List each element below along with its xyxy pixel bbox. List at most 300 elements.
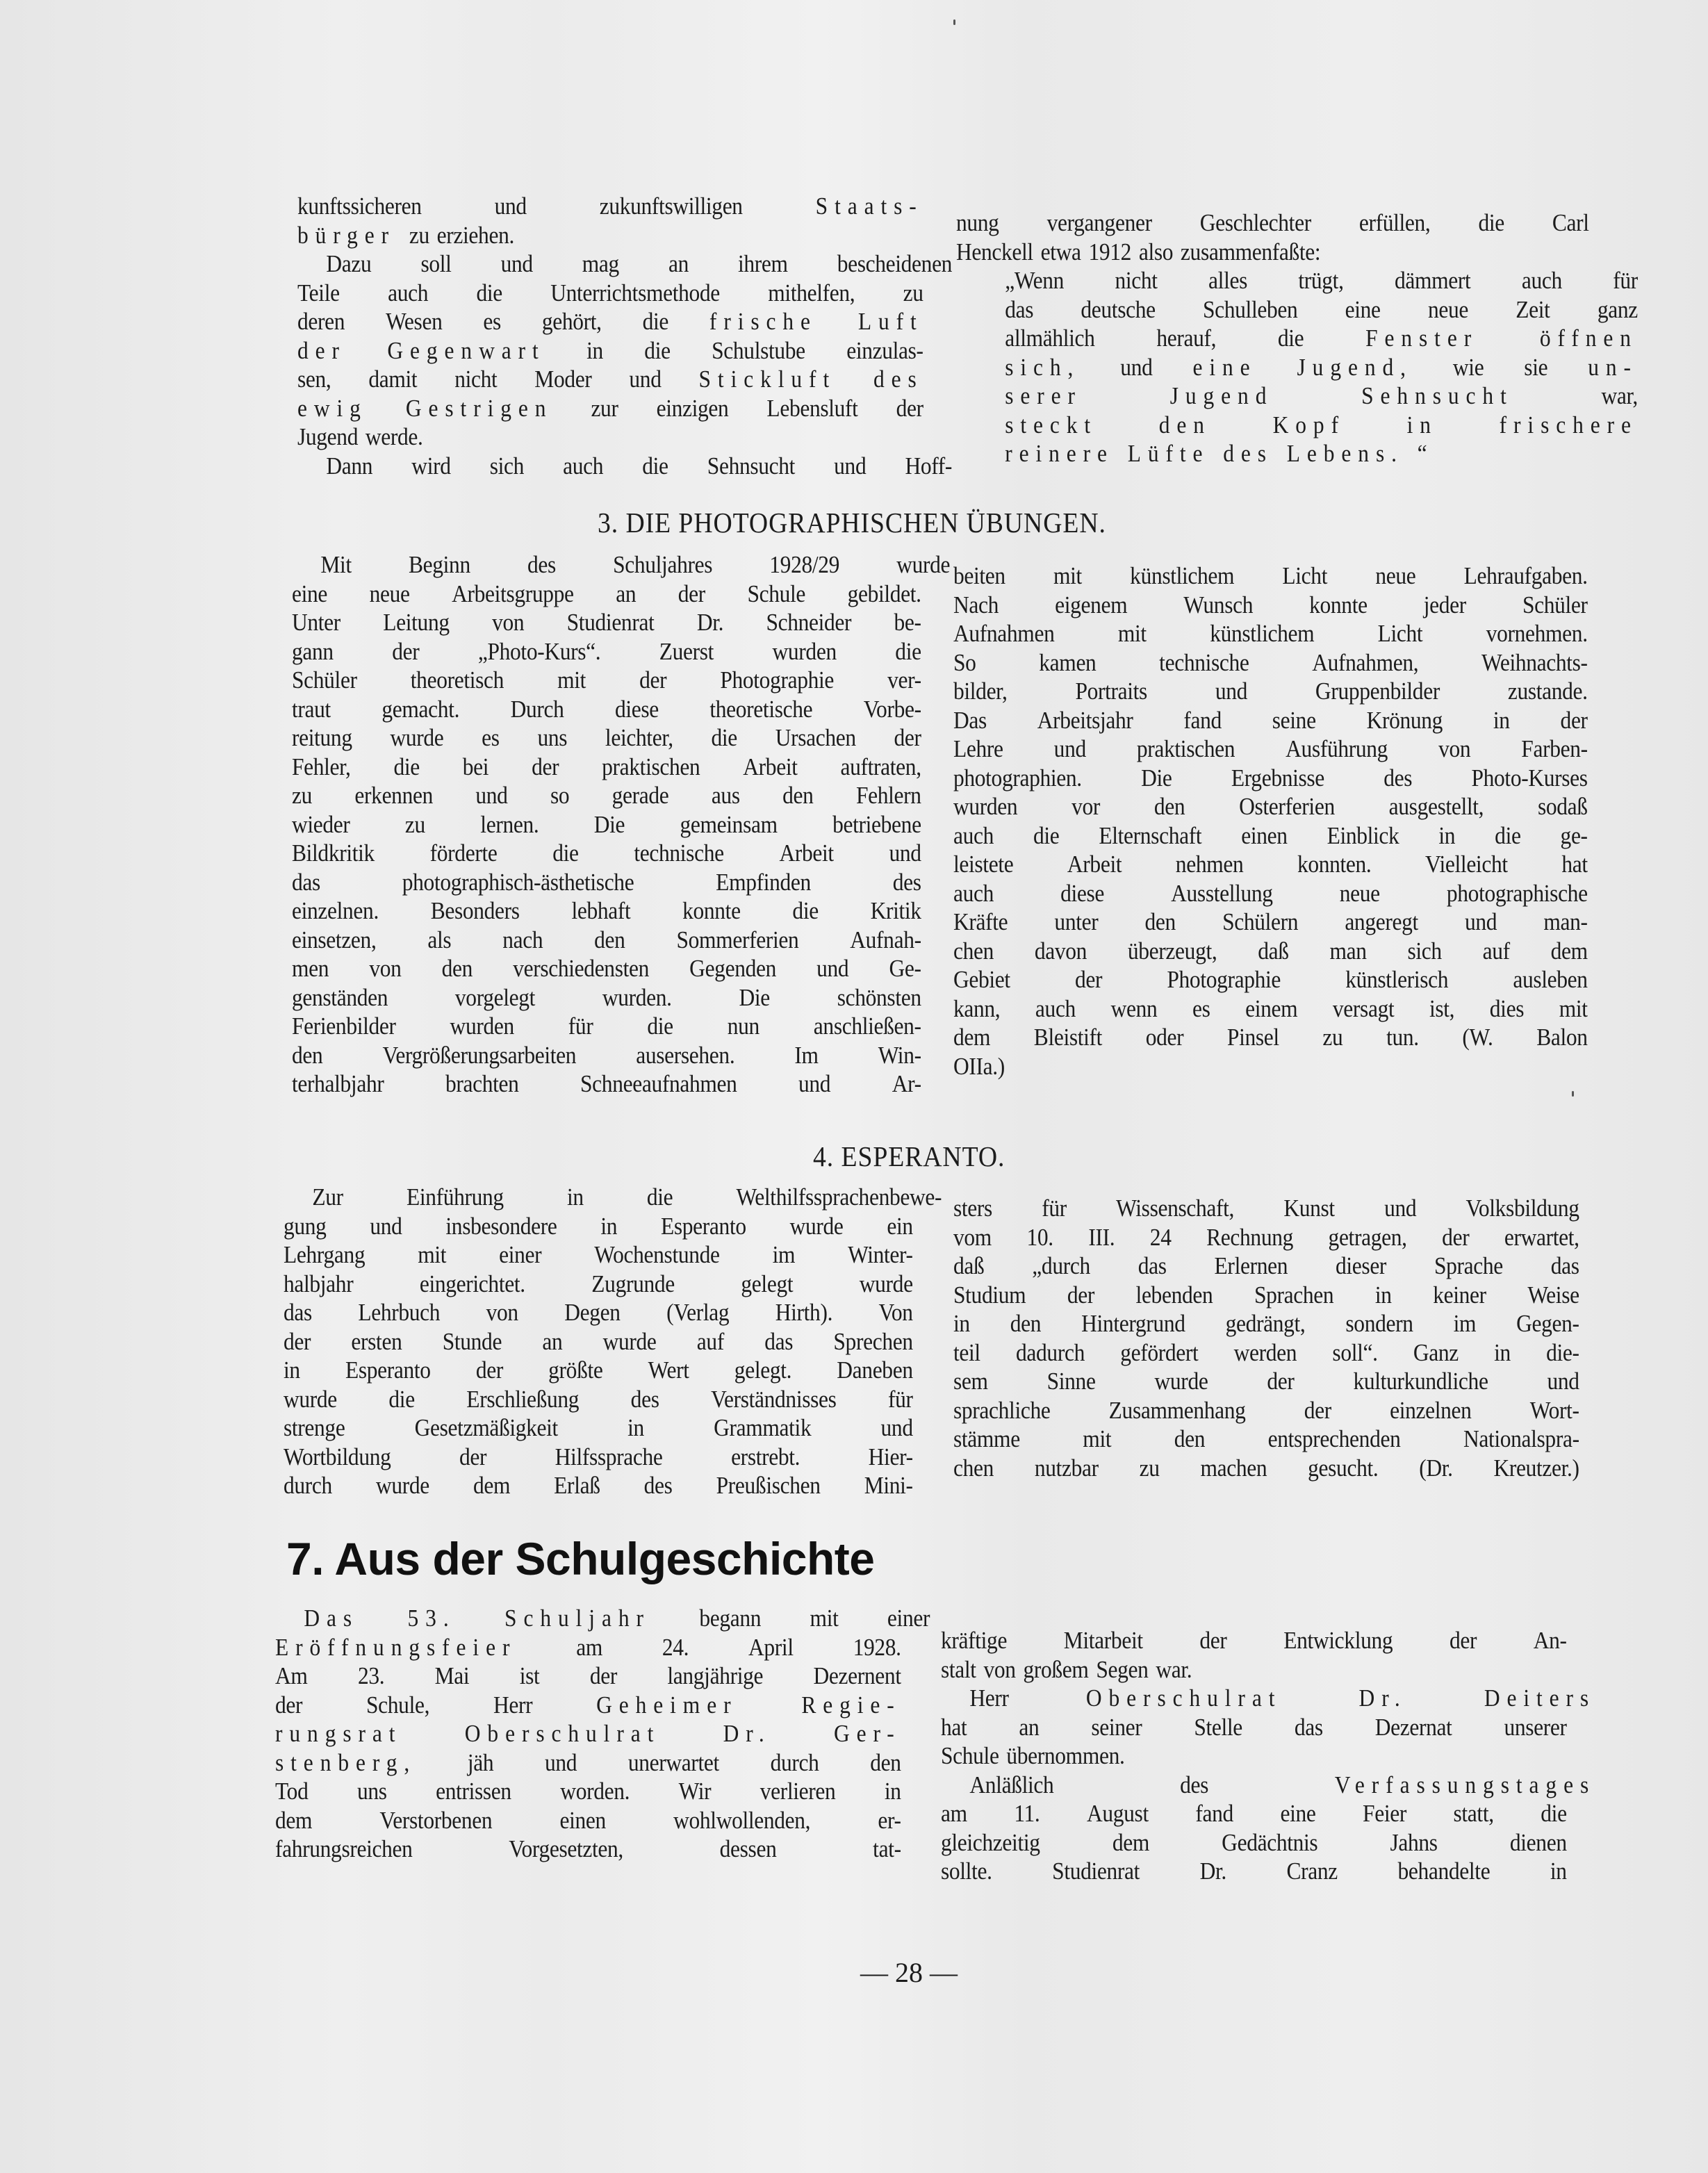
word: die [792, 897, 819, 924]
word: genständen [292, 983, 388, 1011]
word: und [816, 955, 849, 982]
word: machen [1200, 1454, 1267, 1482]
word: des [643, 1472, 673, 1499]
word: Photographie [720, 666, 835, 694]
text-line [292, 637, 921, 666]
word: die [647, 1012, 673, 1040]
word: die [646, 1183, 673, 1211]
word: Aufnahmen, [1312, 648, 1419, 676]
history-left-column [275, 1604, 930, 1864]
word: vergangener [1046, 209, 1152, 236]
word: Anläßlich [969, 1771, 1054, 1798]
word: für [1613, 267, 1638, 294]
word: das [764, 1327, 794, 1355]
word: auch [1035, 994, 1076, 1022]
word: unter [1054, 908, 1099, 935]
word: wenn [1110, 994, 1158, 1022]
text-line [297, 394, 923, 423]
word: vom [953, 1223, 992, 1251]
word: in [1550, 1858, 1567, 1885]
spaced-word: Oberschulrat [1085, 1684, 1282, 1712]
word: Studium [953, 1281, 1026, 1309]
word: mit [1083, 1425, 1112, 1452]
word: 23. [357, 1662, 385, 1689]
word: für [888, 1385, 913, 1413]
word: Entwicklung [1283, 1627, 1393, 1654]
word: einer [887, 1605, 930, 1632]
word: sprachliche [953, 1396, 1051, 1424]
word: vor [1071, 793, 1101, 820]
word: und [880, 1414, 913, 1441]
text-line [297, 452, 952, 481]
word: von [983, 1655, 1016, 1683]
word: und [475, 782, 508, 809]
word: für [568, 1012, 593, 1040]
word: getragen, [1328, 1223, 1407, 1251]
word: wurde [390, 724, 444, 751]
word: in [566, 1183, 584, 1211]
spaced-word: Jugend, [1297, 353, 1413, 381]
text-line [941, 1684, 1595, 1713]
word: Arbeit [743, 753, 798, 780]
word: sollte. [941, 1858, 992, 1885]
word: ver- [887, 666, 921, 694]
word: Schule [941, 1742, 999, 1769]
text-line [941, 1799, 1567, 1828]
word: ganz [1597, 295, 1638, 323]
word: Ganz [1413, 1338, 1459, 1366]
word: theoretische [709, 695, 813, 723]
word: gelegt [741, 1270, 794, 1297]
word: ist, [1429, 994, 1455, 1022]
word: Vorgesetzten, [509, 1835, 623, 1862]
word: Schulstube [712, 336, 805, 364]
word: Fehlern [855, 782, 921, 809]
word: gerade [611, 782, 669, 809]
word: mit [557, 666, 586, 694]
word: den [441, 955, 473, 982]
word: 1912 [1088, 238, 1132, 265]
spaced-word: serer [1005, 382, 1082, 409]
word: Weihnachts- [1481, 648, 1588, 676]
word: Wortbildung [284, 1443, 391, 1470]
word: in [884, 1778, 901, 1805]
word: Mai [434, 1662, 470, 1689]
word: nicht [1115, 267, 1158, 294]
word: erstrebt. [731, 1443, 800, 1470]
word: Schüler [1522, 591, 1588, 618]
word: Studienrat [566, 609, 655, 636]
word: „Photo-Kurs“. [477, 637, 601, 665]
word: Licht [1282, 562, 1328, 589]
word: es [482, 724, 500, 751]
word: auf [696, 1327, 724, 1355]
word: einem [1245, 994, 1298, 1022]
text-line [953, 1367, 1579, 1396]
text-line [297, 336, 923, 366]
word: zu [903, 279, 923, 306]
word: es [1192, 994, 1210, 1022]
text-line [292, 954, 921, 983]
word: teil [953, 1338, 980, 1366]
word: von [369, 955, 402, 982]
word: dem [473, 1472, 511, 1499]
text-line [953, 850, 1588, 879]
text-line [284, 1240, 913, 1270]
word: auftraten, [840, 753, 921, 780]
text-line [275, 1662, 901, 1691]
word: bilder, [953, 678, 1008, 705]
word: So [953, 648, 976, 676]
word: der [475, 1356, 503, 1384]
text-line [284, 1413, 913, 1443]
word: nicht [454, 366, 498, 393]
word: der [1442, 1223, 1470, 1251]
word: wurde [859, 1270, 913, 1297]
word: Am [275, 1662, 308, 1689]
word: Kunst [1283, 1195, 1335, 1222]
word: der [678, 580, 705, 607]
text-line [953, 619, 1588, 648]
word: technische [634, 839, 724, 867]
word: Gedächtnis [1222, 1828, 1318, 1856]
word: angeregt [1345, 908, 1418, 935]
word: der [1075, 966, 1103, 993]
word: Daneben [837, 1356, 913, 1384]
word: Moder [534, 366, 592, 393]
word: der [459, 1443, 487, 1470]
word: Schüler [292, 666, 357, 694]
word: und [1547, 1368, 1579, 1395]
word: zu [1139, 1454, 1160, 1482]
word: Photo-Kurses [1471, 764, 1588, 792]
word: kräftige [941, 1627, 1008, 1654]
text-line [297, 307, 923, 336]
text-line [292, 1012, 921, 1041]
word: zu [1322, 1024, 1343, 1051]
word: trügt, [1298, 267, 1344, 294]
text-line [953, 994, 1588, 1024]
history-right-column [941, 1626, 1596, 1886]
word: Gesetzmäßigkeit [414, 1414, 558, 1441]
word: Win- [878, 1041, 921, 1069]
word: und [494, 192, 527, 220]
word: Verstorbenen [379, 1806, 493, 1834]
word: die [476, 279, 502, 306]
word: Ar- [892, 1070, 921, 1097]
word: Grammatik [714, 1414, 812, 1441]
text-line [941, 1771, 1595, 1800]
spaced-word: Das [304, 1605, 359, 1632]
word: die [1033, 821, 1060, 849]
word: künstlichem [1210, 620, 1315, 647]
spaced-word: der [297, 336, 346, 364]
word: förderte [429, 839, 498, 867]
word: Degen [564, 1299, 621, 1326]
word: versagt [1332, 994, 1395, 1022]
spaced-word: Stickluft [698, 366, 837, 393]
word: die [642, 308, 669, 335]
word: nun [727, 1012, 759, 1040]
text-line [941, 1857, 1567, 1886]
word: konnte [1309, 591, 1368, 618]
text-line [953, 706, 1588, 735]
word: an [1019, 1713, 1040, 1741]
word: im [1453, 1310, 1477, 1337]
word: Leitung [383, 609, 450, 636]
text-line [284, 1183, 942, 1212]
text-line [956, 238, 1589, 267]
word: am [941, 1800, 967, 1827]
word: gelegt. [734, 1356, 792, 1384]
word: wurde [602, 1327, 657, 1355]
word: sem [953, 1368, 988, 1395]
word: Jahns [1390, 1828, 1438, 1856]
spaced-word: Ger- [834, 1720, 901, 1747]
word: Tod [275, 1778, 309, 1805]
word: bescheidenen [837, 250, 953, 277]
word: Kreutzer.) [1493, 1454, 1579, 1482]
word: fand [1195, 1800, 1233, 1827]
word: die [1495, 821, 1521, 849]
word: Bildkritik [292, 839, 375, 867]
word: herauf, [1156, 325, 1217, 352]
text-line [953, 1194, 1579, 1223]
word: und [370, 1212, 402, 1240]
spaced-word: rungsrat [275, 1720, 402, 1747]
word: Wissenschaft, [1116, 1195, 1235, 1222]
word: ge- [1560, 821, 1588, 849]
word: 1928/29 [769, 551, 840, 578]
word: Herr [969, 1684, 1009, 1712]
word: konnte [682, 897, 741, 924]
word: größte [548, 1356, 603, 1384]
word: technische [1159, 648, 1249, 676]
word: Mit [320, 551, 352, 578]
text-line [292, 1069, 921, 1099]
word: diese [614, 695, 659, 723]
word: Arbeitsgruppe [452, 580, 574, 607]
word: es [483, 308, 501, 335]
word: Sinne [1046, 1368, 1096, 1395]
word: aus [711, 782, 740, 809]
word: wie [1452, 353, 1484, 381]
word: in [1493, 706, 1510, 734]
word: Besonders [430, 897, 520, 924]
word: Zur [312, 1183, 343, 1211]
word: der [894, 724, 921, 751]
word: soll [420, 250, 452, 277]
word: und [1215, 678, 1248, 705]
word: einen [1241, 821, 1288, 849]
word: gemeinsam [680, 810, 778, 838]
word: ausersehen. [636, 1041, 735, 1069]
text-line [953, 1023, 1588, 1052]
text-line [953, 792, 1588, 821]
word: Schülern [1222, 908, 1299, 935]
word: behandelte [1397, 1858, 1491, 1885]
word: leichter, [605, 724, 673, 751]
word: hat [941, 1713, 967, 1741]
word: be- [894, 609, 921, 636]
spaced-word: Oberschulrat [464, 1720, 661, 1747]
word: leistete [953, 851, 1014, 878]
esperanto-left-column [284, 1183, 942, 1500]
text-line [292, 723, 921, 753]
word: Krönung [1366, 706, 1443, 734]
word: Hoff- [905, 452, 953, 479]
word: dämmert [1394, 267, 1471, 294]
word: der [1067, 1281, 1094, 1309]
word: Sommerferien [676, 926, 799, 953]
word: der [896, 394, 923, 422]
word: wird [411, 452, 451, 479]
word: das [1005, 295, 1034, 323]
word: seine [1272, 706, 1316, 734]
text-line [284, 1327, 913, 1356]
word: der [532, 753, 559, 780]
word: dieser [1336, 1252, 1387, 1279]
word: so [550, 782, 570, 809]
word: Dr. [1199, 1858, 1226, 1885]
spaced-word: Geheimer [596, 1691, 738, 1719]
word: im [772, 1241, 796, 1268]
page-number: — 28 — [860, 1957, 958, 1988]
word: des [1383, 764, 1413, 792]
word: eingerichtet. [419, 1270, 525, 1297]
text-line [292, 896, 921, 926]
word: Verständnisses [711, 1385, 837, 1413]
word: auch [563, 452, 604, 479]
text-line [941, 1741, 1567, 1771]
word: die [1478, 209, 1504, 236]
word: Unter [292, 609, 340, 636]
esperanto-right-column [953, 1194, 1579, 1482]
word: dem [275, 1806, 313, 1834]
word: Empfinden [716, 868, 811, 896]
word: beiten [953, 562, 1005, 589]
word: chen [953, 937, 994, 965]
word: wurde [1154, 1368, 1208, 1395]
word: mit [418, 1241, 447, 1268]
section-heading-esperanto: 4. ESPERANTO. [813, 1140, 1005, 1172]
word: terhalbjahr [292, 1070, 384, 1097]
word: vorgelegt [454, 983, 536, 1011]
word: eigenem [1055, 591, 1128, 618]
word: April [748, 1633, 794, 1661]
word: Lehrbuch [358, 1299, 441, 1326]
spaced-word: frischere [1499, 411, 1638, 438]
word: das [1294, 1713, 1323, 1741]
word: sich [489, 452, 525, 479]
word: damit [368, 366, 418, 393]
word: den [1010, 1310, 1042, 1337]
word: man- [1543, 908, 1588, 935]
word: Teile [297, 279, 340, 306]
word: fand [1183, 706, 1222, 734]
word: nung [956, 209, 999, 236]
text-line [297, 221, 923, 250]
word: überzeugt, [1127, 937, 1217, 965]
word: mit [1559, 994, 1588, 1022]
word: und [629, 366, 662, 393]
word: und [889, 839, 921, 867]
word: Hirth). [775, 1299, 833, 1326]
word: einen [559, 1806, 606, 1834]
word: 24 [1149, 1223, 1172, 1251]
top-right-column [956, 208, 1638, 468]
word: das [1550, 1252, 1579, 1279]
word: zukunftswilligen [599, 192, 743, 220]
word: übernommen. [1006, 1742, 1125, 1769]
word: Wert [648, 1356, 689, 1384]
word: auf [1482, 937, 1510, 965]
text-line [275, 1748, 901, 1778]
word: der [1304, 1396, 1331, 1424]
word: Wesen [386, 308, 443, 335]
word: der [1267, 1368, 1295, 1395]
text-line [953, 591, 1588, 620]
word: Aufnahmen [953, 620, 1055, 647]
word: ein [887, 1212, 913, 1240]
word: des [892, 868, 921, 896]
word: er- [878, 1806, 901, 1834]
word: ihrem [738, 250, 788, 277]
text-line [956, 439, 1638, 468]
text-line [297, 192, 923, 221]
word: das [292, 868, 320, 896]
word: einzulas- [846, 336, 923, 364]
word: wurde [284, 1385, 337, 1413]
word: Aufnah- [850, 926, 921, 953]
text-line [275, 1691, 901, 1720]
word: jeder [1423, 591, 1466, 618]
word: den [782, 782, 814, 809]
word: wurde [789, 1212, 844, 1240]
text-line [941, 1828, 1567, 1858]
word: Die [593, 810, 625, 838]
word: der [1199, 1627, 1227, 1654]
word: August [1086, 1800, 1149, 1827]
word: in [1438, 821, 1456, 849]
word: Fehler, [292, 753, 351, 780]
word: erfüllen, [1358, 209, 1431, 236]
word: 24. [662, 1633, 689, 1661]
word: dem [953, 1024, 991, 1051]
word: und [834, 452, 867, 479]
text-line [953, 735, 1588, 764]
word: langjährige [667, 1662, 764, 1689]
text-line [292, 753, 921, 782]
spaced-word: des [873, 366, 923, 393]
word: an [668, 250, 689, 277]
word: verschiedensten [513, 955, 650, 982]
word: Ge- [889, 955, 921, 982]
word: Lebensluft [766, 394, 858, 422]
word: Ferienbilder [292, 1012, 396, 1040]
word: Ausstellung [1171, 879, 1273, 907]
word: Gegenden [689, 955, 776, 982]
text-line [275, 1604, 930, 1633]
text-line [953, 561, 1588, 591]
word: tun. [1386, 1024, 1419, 1051]
text-line [953, 908, 1588, 937]
text-line [275, 1719, 901, 1748]
word: kamen [1039, 648, 1097, 676]
word: (Dr. [1419, 1454, 1453, 1482]
word: Zusammenhang [1108, 1396, 1246, 1424]
word: sodaß [1538, 793, 1588, 820]
